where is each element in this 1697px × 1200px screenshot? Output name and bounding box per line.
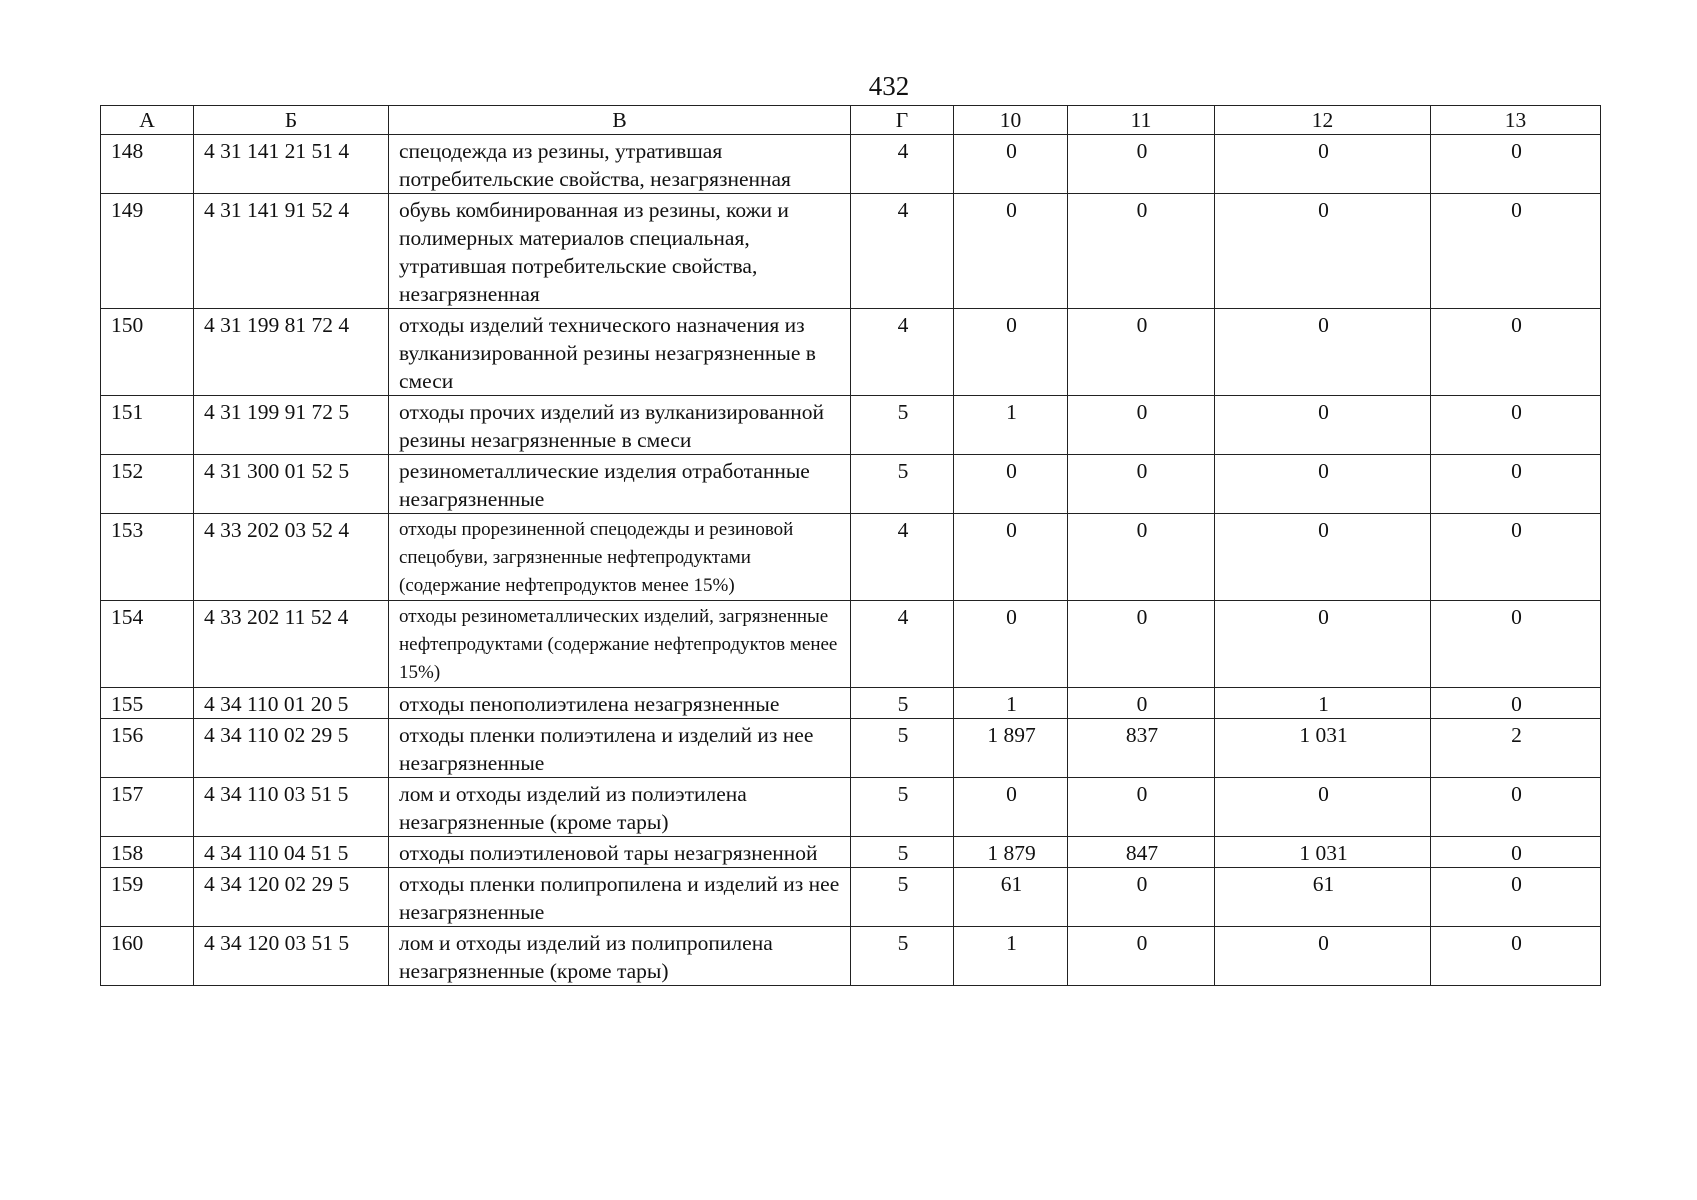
column-header: 13 bbox=[1431, 106, 1601, 135]
column-12-cell: 0 bbox=[1215, 455, 1431, 514]
table-row bbox=[101, 135, 1601, 194]
column-header: А bbox=[101, 106, 194, 135]
column-11-cell: 837 bbox=[1068, 719, 1215, 778]
column-10-cell: 0 bbox=[954, 194, 1068, 309]
waste-code-cell: 4 31 141 91 52 4 bbox=[194, 194, 389, 309]
row-number-cell: 159 bbox=[101, 868, 194, 927]
column-10-cell: 0 bbox=[954, 309, 1068, 396]
page-number: 432 bbox=[868, 71, 910, 101]
column-11-cell: 0 bbox=[1068, 514, 1215, 601]
column-10-cell: 0 bbox=[954, 455, 1068, 514]
column-header: Б bbox=[194, 106, 389, 135]
table-row bbox=[101, 719, 1601, 778]
column-11-cell: 847 bbox=[1068, 837, 1215, 868]
hazard-class-cell: 5 bbox=[851, 927, 954, 986]
waste-name-cell: отходы пленки полипропилена и изделий из нее незагрязненные bbox=[389, 868, 851, 927]
column-10-cell: 0 bbox=[954, 601, 1068, 688]
column-12-cell: 61 bbox=[1215, 868, 1431, 927]
column-13-cell: 0 bbox=[1431, 601, 1601, 688]
column-10-cell: 0 bbox=[954, 514, 1068, 601]
column-11-cell: 0 bbox=[1068, 455, 1215, 514]
column-11-cell: 0 bbox=[1068, 778, 1215, 837]
waste-code-cell: 4 31 141 21 51 4 bbox=[194, 135, 389, 194]
column-11-cell: 0 bbox=[1068, 688, 1215, 719]
column-12-cell: 0 bbox=[1215, 309, 1431, 396]
column-10-cell: 1 879 bbox=[954, 837, 1068, 868]
table-row bbox=[101, 688, 1601, 719]
hazard-class-cell: 4 bbox=[851, 135, 954, 194]
table-row bbox=[101, 396, 1601, 455]
column-11-cell: 0 bbox=[1068, 135, 1215, 194]
column-12-cell: 0 bbox=[1215, 778, 1431, 837]
column-13-cell: 0 bbox=[1431, 778, 1601, 837]
waste-table bbox=[100, 105, 1601, 986]
column-11-cell: 0 bbox=[1068, 868, 1215, 927]
column-10-cell: 1 bbox=[954, 688, 1068, 719]
hazard-class-cell: 5 bbox=[851, 455, 954, 514]
waste-name-cell: обувь комбинированная из резины, кожи и полимерных материалов специальная, утратившая потребительские свойства, незагрязненная bbox=[389, 194, 851, 309]
row-number-cell: 155 bbox=[101, 688, 194, 719]
table-row bbox=[101, 778, 1601, 837]
column-12-cell: 0 bbox=[1215, 396, 1431, 455]
row-number-cell: 149 bbox=[101, 194, 194, 309]
column-11-cell: 0 bbox=[1068, 396, 1215, 455]
waste-code-cell: 4 31 199 81 72 4 bbox=[194, 309, 389, 396]
column-12-cell: 0 bbox=[1215, 194, 1431, 309]
column-13-cell: 0 bbox=[1431, 455, 1601, 514]
column-12-cell: 0 bbox=[1215, 135, 1431, 194]
waste-name-cell: лом и отходы изделий из полипропилена незагрязненные (кроме тары) bbox=[389, 927, 851, 986]
column-13-cell: 0 bbox=[1431, 135, 1601, 194]
column-12-cell: 0 bbox=[1215, 514, 1431, 601]
waste-name-cell: отходы резинометаллических изделий, загрязненные нефтепродуктами (содержание нефтепродуктов менее 15%) bbox=[389, 601, 851, 688]
waste-code-cell: 4 34 110 04 51 5 bbox=[194, 837, 389, 868]
hazard-class-cell: 4 bbox=[851, 514, 954, 601]
column-10-cell: 1 bbox=[954, 927, 1068, 986]
table-row bbox=[101, 309, 1601, 396]
column-12-cell: 1 031 bbox=[1215, 837, 1431, 868]
column-11-cell: 0 bbox=[1068, 309, 1215, 396]
row-number-cell: 153 bbox=[101, 514, 194, 601]
hazard-class-cell: 5 bbox=[851, 837, 954, 868]
column-13-cell: 2 bbox=[1431, 719, 1601, 778]
row-number-cell: 156 bbox=[101, 719, 194, 778]
column-11-cell: 0 bbox=[1068, 194, 1215, 309]
hazard-class-cell: 5 bbox=[851, 868, 954, 927]
row-number-cell: 157 bbox=[101, 778, 194, 837]
column-header: 12 bbox=[1215, 106, 1431, 135]
column-header: 10 bbox=[954, 106, 1068, 135]
waste-code-cell: 4 34 110 01 20 5 bbox=[194, 688, 389, 719]
column-10-cell: 1 bbox=[954, 396, 1068, 455]
row-number-cell: 160 bbox=[101, 927, 194, 986]
hazard-class-cell: 5 bbox=[851, 719, 954, 778]
column-10-cell: 61 bbox=[954, 868, 1068, 927]
waste-name-cell: отходы пленки полиэтилена и изделий из нее незагрязненные bbox=[389, 719, 851, 778]
table-row bbox=[101, 455, 1601, 514]
hazard-class-cell: 4 bbox=[851, 309, 954, 396]
column-13-cell: 0 bbox=[1431, 396, 1601, 455]
waste-name-cell: отходы пенополиэтилена незагрязненные bbox=[389, 688, 851, 719]
column-13-cell: 0 bbox=[1431, 688, 1601, 719]
row-number-cell: 158 bbox=[101, 837, 194, 868]
waste-name-cell: спецодежда из резины, утратившая потребительские свойства, незагрязненная bbox=[389, 135, 851, 194]
hazard-class-cell: 4 bbox=[851, 194, 954, 309]
column-13-cell: 0 bbox=[1431, 837, 1601, 868]
waste-code-cell: 4 33 202 03 52 4 bbox=[194, 514, 389, 601]
row-number-cell: 148 bbox=[101, 135, 194, 194]
row-number-cell: 152 bbox=[101, 455, 194, 514]
column-13-cell: 0 bbox=[1431, 194, 1601, 309]
waste-code-cell: 4 31 300 01 52 5 bbox=[194, 455, 389, 514]
column-13-cell: 0 bbox=[1431, 514, 1601, 601]
column-12-cell: 0 bbox=[1215, 601, 1431, 688]
column-10-cell: 0 bbox=[954, 135, 1068, 194]
table-row bbox=[101, 837, 1601, 868]
waste-name-cell: отходы прорезиненной спецодежды и резиновой спецобуви, загрязненные нефтепродуктами (содержание нефтепродуктов менее 15%) bbox=[389, 514, 851, 601]
row-number-cell: 154 bbox=[101, 601, 194, 688]
column-12-cell: 0 bbox=[1215, 927, 1431, 986]
column-12-cell: 1 bbox=[1215, 688, 1431, 719]
waste-code-cell: 4 34 110 02 29 5 bbox=[194, 719, 389, 778]
table-row bbox=[101, 601, 1601, 688]
column-13-cell: 0 bbox=[1431, 868, 1601, 927]
column-header: Г bbox=[851, 106, 954, 135]
hazard-class-cell: 5 bbox=[851, 778, 954, 837]
waste-name-cell: лом и отходы изделий из полиэтилена незагрязненные (кроме тары) bbox=[389, 778, 851, 837]
table-row bbox=[101, 868, 1601, 927]
column-11-cell: 0 bbox=[1068, 601, 1215, 688]
waste-name-cell: резинометаллические изделия отработанные незагрязненные bbox=[389, 455, 851, 514]
waste-name-cell: отходы полиэтиленовой тары незагрязненной bbox=[389, 837, 851, 868]
column-11-cell: 0 bbox=[1068, 927, 1215, 986]
waste-code-cell: 4 34 120 03 51 5 bbox=[194, 927, 389, 986]
waste-name-cell: отходы изделий технического назначения из вулканизированной резины незагрязненные в смеси bbox=[389, 309, 851, 396]
waste-name-cell: отходы прочих изделий из вулканизированной резины незагрязненные в смеси bbox=[389, 396, 851, 455]
table-row bbox=[101, 927, 1601, 986]
column-13-cell: 0 bbox=[1431, 927, 1601, 986]
hazard-class-cell: 4 bbox=[851, 601, 954, 688]
waste-code-cell: 4 33 202 11 52 4 bbox=[194, 601, 389, 688]
column-10-cell: 1 897 bbox=[954, 719, 1068, 778]
table-row bbox=[101, 514, 1601, 601]
column-header: В bbox=[389, 106, 851, 135]
hazard-class-cell: 5 bbox=[851, 688, 954, 719]
row-number-cell: 150 bbox=[101, 309, 194, 396]
column-header: 11 bbox=[1068, 106, 1215, 135]
hazard-class-cell: 5 bbox=[851, 396, 954, 455]
waste-code-cell: 4 31 199 91 72 5 bbox=[194, 396, 389, 455]
table-row bbox=[101, 194, 1601, 309]
waste-code-cell: 4 34 120 02 29 5 bbox=[194, 868, 389, 927]
row-number-cell: 151 bbox=[101, 396, 194, 455]
header-row bbox=[101, 106, 1601, 135]
column-13-cell: 0 bbox=[1431, 309, 1601, 396]
column-10-cell: 0 bbox=[954, 778, 1068, 837]
waste-code-cell: 4 34 110 03 51 5 bbox=[194, 778, 389, 837]
column-12-cell: 1 031 bbox=[1215, 719, 1431, 778]
